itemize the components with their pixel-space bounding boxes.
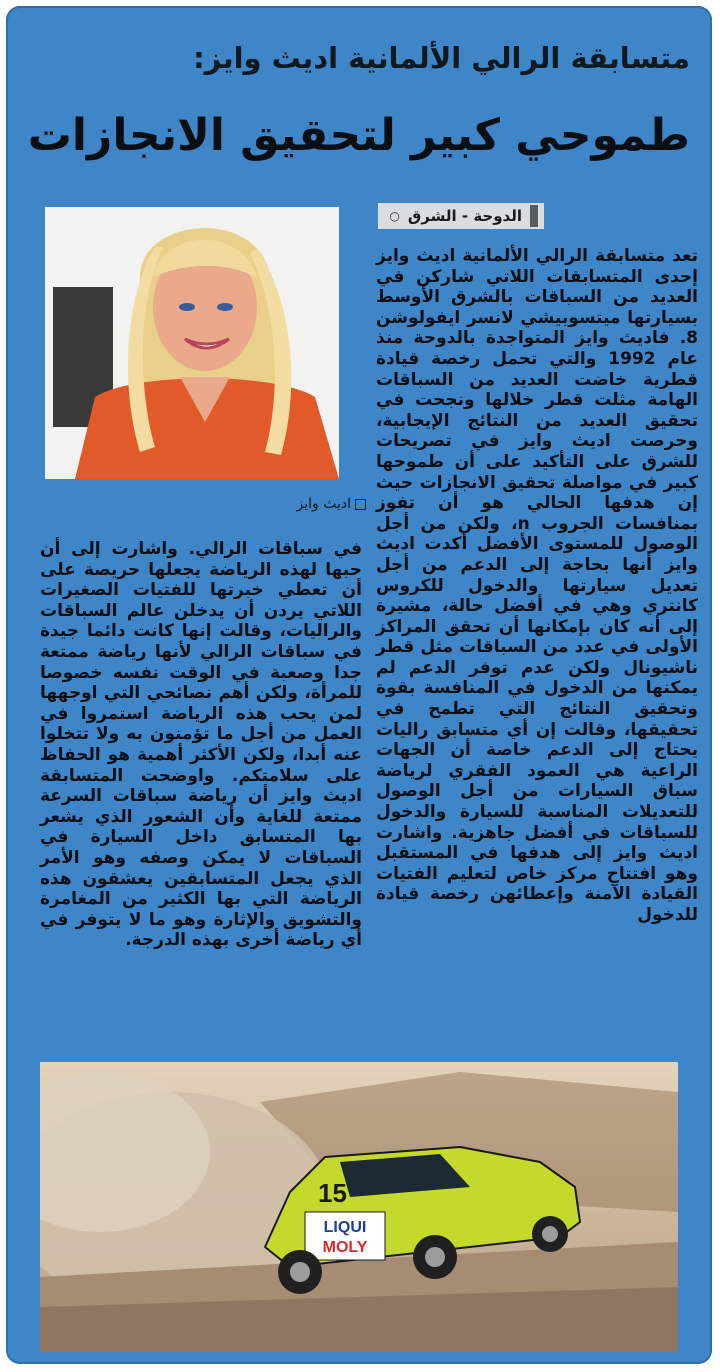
portrait-illustration xyxy=(45,207,339,479)
photo-caption xyxy=(246,496,366,512)
portrait-photo xyxy=(45,207,339,479)
caption-text: اديث وايز xyxy=(296,496,351,512)
caption-square-icon xyxy=(355,499,366,510)
article-headline: طموحي كبير لتحقيق الانجازات xyxy=(27,110,690,161)
byline-bar xyxy=(530,205,538,227)
article-body-right-column: تعد متسابقة الرالي الألمانية اديث وايز إحدى المتسابقات اللاتي شاركن في العديد من السباقات بالشرق الأوسط بسيارتها ميتسوبيشي لانسر ايفولوشن 8. فاديث وايز المتواجدة بالدوحة منذ عام 1992 والتي تحمل رخصة قيادة قطرية خاضت العديد من السباقات الهامة مثلت قطر خلالها ونجحت في تحقيق العديد من النتائج الإيجابية، وحرصت اديث وايز في تصريحات للشرق على التأكيد على أن طموحها كبير في مواصلة تحقيق الانجازات حيث إن هدفها الحالي هو أن تفوز بمنافسات الجروب n، ولكن من أجل الوصول للمستوى الأفضل أكدت اديث وايز أنها بحاجة إلى الدعم من أجل تعديل سيارتها والدخول للكروس كانتري وهي في أفضل حالة، مشيرة إلى أنه كان بإمكانها أن تحقق المراكز الأولى في عدد من السباقات مثل قطر ناشيونال ولكن عدم توفر الدعم لم يمكنها من الدخول في المنافسة بقوة وتحقيق النتائج التي تطمح في تحقيقها، وقالت إن أي متسابق راليات يحتاج إلى الدعم خاصة أن الجهات الراعية هي العمود الفقري لرياضة سباق السيارات من أجل الوصول للتعديلات المناسبة للسيارة والدخول للسباقات في أفضل جاهزية. واشارت اديث وايز إلى هدفها في المستقبل وهو افتتاح مركز خاص لتعليم الفتيات القيادة الآمنة وإعطائهن رخصة قيادة للدخول xyxy=(376,246,699,925)
byline-box xyxy=(378,203,544,229)
sponsor-bottom-text: MOLY xyxy=(322,1239,368,1256)
byline-text: الدوحة - الشرق xyxy=(407,207,522,225)
car-number: 15 xyxy=(318,1178,347,1208)
article-kicker: متسابقة الرالي الألمانية اديث وايز: xyxy=(193,41,690,75)
bullet-icon: ○ xyxy=(389,209,400,223)
newspaper-page xyxy=(6,6,712,1364)
sponsor-top-text: LIQUI xyxy=(323,1219,367,1236)
rally-car-illustration xyxy=(40,1062,678,1352)
rally-car-photo xyxy=(40,1062,678,1352)
article-body-left-column: في سباقات الرالي. واشارت إلى أن حبها لهذه الرياضة يجعلها حريصة على أن تعطي خبرتها للفتيات الصغيرات اللاتي يردن أن يدخلن عالم السباقات والراليات، وقالت إنها كانت دائما جيدة في سباقات الرالي لأنها رياضة ممتعة جدا وصعبة في الوقت نفسه خصوصا للمرأة، ولكن أهم نصائحي التي اوجهها لمن يحب هذه الرياضة استمروا في العمل من أجل ما تؤمنون به ولا تتخلوا عنه أبدا، ولكن الأكثر أهمية هو الحفاظ على سلامتكم. واوضحت المتسابقة اديث وايز أن رياضة سباقات السرعة ممتعة للغاية وأن الشعور الذي يشعر بها المتسابق داخل السيارة في السباقات لا يمكن وصفه وهو الأمر الذي يجعل المتسابقين يعشقون هذه الرياضة التي بها الكثير من المغامرة والتشويق والإثارة وهو ما لا يتوفر في أي رياضة أخرى بهذه الدرجة. xyxy=(40,539,362,951)
